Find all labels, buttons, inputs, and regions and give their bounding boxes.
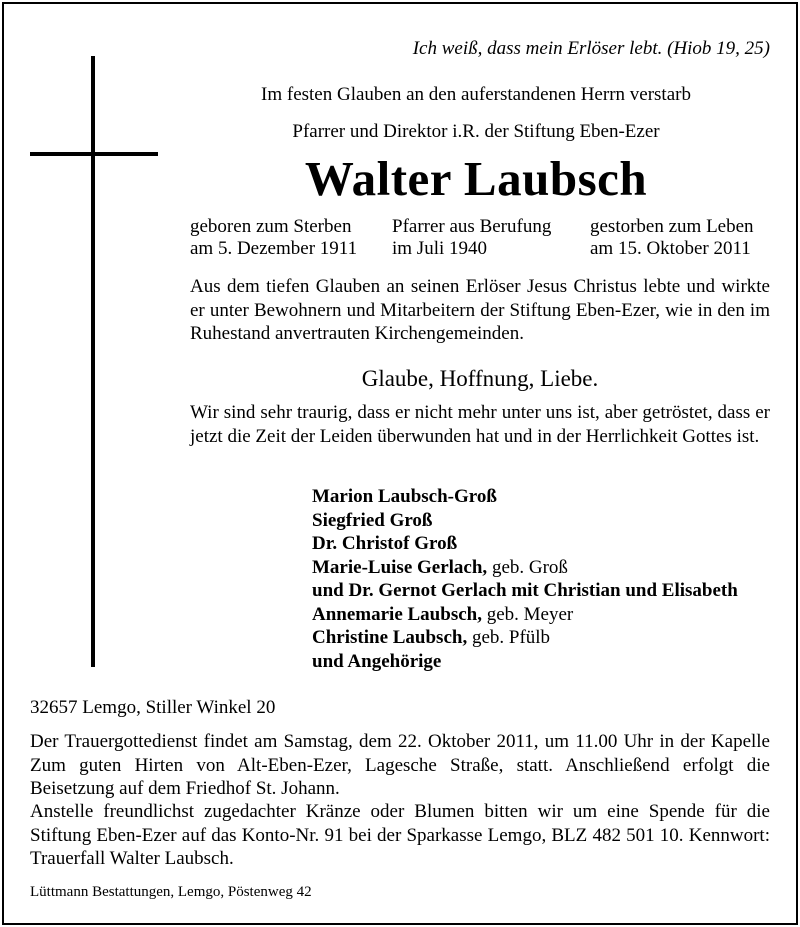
intro-line: Im festen Glauben an den auferstandenen Herrn verstarb: [261, 84, 691, 105]
mourner: Siegfried Groß: [312, 509, 433, 531]
faith-hope-love: Glaube, Hoffnung, Liebe.: [361, 366, 599, 391]
cross-icon: [91, 56, 95, 667]
role-line: Pfarrer und Direktor i.R. der Stiftung Eben-Ezer: [292, 121, 660, 142]
service-info: Der Trauergottedienst findet am Samstag, dem 22. Oktober 2011, um 11.00 Uhr in der Kapelle Zum guten Hirten von Alt-Eben-Ezer, Lagesche Straße, statt. Anschließend erfolgt die Beisetzung auf dem Friedhof St. Johann.: [30, 731, 770, 799]
mourner: Annemarie Laubsch, geb. Meyer: [312, 603, 574, 625]
ordination-date: Pfarrer aus Berufung im Juli 1940: [392, 216, 552, 259]
death-date: gestorben zum Leben am 15. Oktober 2011: [590, 216, 754, 259]
cross-icon-crossbar: [30, 152, 158, 156]
funeral-home: Lüttmann Bestattungen, Lemgo, Pöstenweg 42: [30, 884, 312, 900]
donation-info: Anstelle freundlichst zugedachter Kränze oder Blumen bitten wir um eine Spende für die Stiftung Eben-Ezer auf das Konto-Nr. 91 bei der Sparkasse Lemgo, BLZ 482 501 10. Kennwort: Trauerfall Walter Laubsch.: [30, 801, 770, 869]
mourning-paragraph: Wir sind sehr traurig, dass er nicht mehr unter uns ist, aber getröstet, dass er jetzt die Zeit der Leiden überwunden hat und in der Herrlichkeit Gottes ist.: [190, 402, 770, 447]
mourner: und Dr. Gernot Gerlach mit Christian und Elisabeth: [312, 580, 738, 601]
mourners-list: [312, 485, 738, 673]
life-paragraph: Aus dem tiefen Glauben an seinen Erlöser Jesus Christus lebte und wirkte er unter Bewohnern und Mitarbeitern der Stiftung Eben-Ezer, wie in den im Ruhestand anvertrauten Kirchengemeinden.: [190, 276, 770, 344]
deceased-name: Walter Laubsch: [304, 151, 648, 206]
mourner: Marion Laubsch-Groß: [312, 486, 497, 507]
mourner: Christine Laubsch, geb. Pfülb: [312, 627, 551, 648]
bible-verse: Ich weiß, dass mein Erlöser lebt. (Hiob 19, 25): [412, 38, 770, 59]
family-address: 32657 Lemgo, Stiller Winkel 20: [30, 697, 276, 718]
mourner: Dr. Christof Groß: [312, 533, 458, 554]
mourner: und Angehörige: [312, 650, 442, 672]
birth-date: geboren zum Sterben am 5. Dezember 1911: [190, 216, 358, 259]
mourner: Marie-Luise Gerlach, geb. Groß: [312, 556, 568, 578]
